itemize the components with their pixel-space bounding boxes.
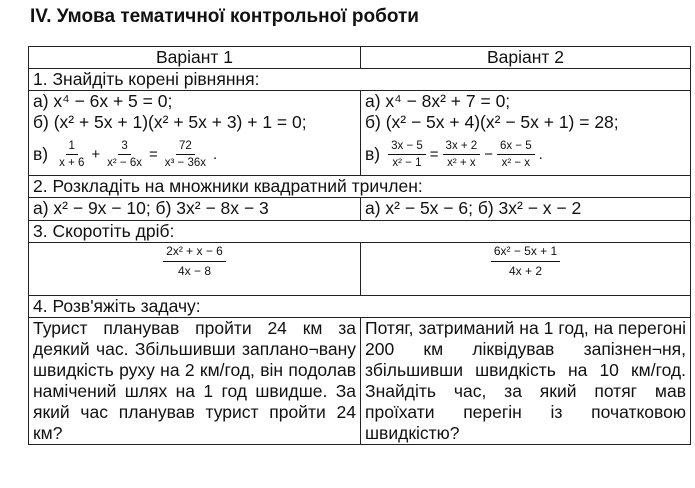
word-problem-v1: Турист планував пройти 24 км за деякий час. Збільшивши заплано¬вану швидкість руху на 2 км/год, він подолав намічений шлях на 1 год швидше. За який час планував турист пройти 24 км? bbox=[29, 318, 361, 445]
equation-1b-v2: б) (x² − 5x + 4)(x² − 5x + 1) = 28; bbox=[365, 112, 619, 132]
section-2-row bbox=[29, 176, 691, 198]
fraction-v2-numerator: 6x² − 5x + 1 bbox=[491, 243, 560, 262]
fraction-denominator: x² − 6x bbox=[107, 156, 142, 169]
fraction bbox=[497, 139, 535, 170]
equation-1c-v1-prefix: в) bbox=[33, 143, 49, 164]
fraction-denominator: x² − x bbox=[501, 156, 531, 169]
equation-1b-v1: б) (x² + 5x + 1)(x² + 5x + 3) + 1 = 0; bbox=[33, 112, 307, 132]
fraction-v2-denominator: 4x + 2 bbox=[508, 264, 543, 278]
operator: = bbox=[429, 145, 439, 163]
variant-1-header: Варіант 1 bbox=[29, 47, 361, 69]
task-3-variant-2 bbox=[361, 243, 691, 296]
fraction bbox=[162, 139, 209, 170]
task-2-row bbox=[29, 198, 691, 221]
task-1-variant-1 bbox=[29, 91, 361, 176]
fraction-numerator: 72 bbox=[176, 139, 195, 155]
fraction-numerator: 3 bbox=[118, 139, 130, 155]
fraction-v2 bbox=[491, 243, 560, 280]
fraction-numerator: 1 bbox=[66, 139, 78, 155]
variant-2-header: Варіант 2 bbox=[361, 47, 691, 69]
fraction bbox=[388, 139, 426, 170]
section-3-title: 3. Скоротіть дріб: bbox=[29, 221, 691, 243]
task-2-variant-1: а) x² − 9x − 10; б) 3x² − 8x − 3 bbox=[29, 198, 361, 221]
equation-1c-v2-prefix: в) bbox=[365, 143, 381, 164]
section-1-title: 1. Знайдіть корені рівняння: bbox=[29, 69, 691, 91]
equation-1a-v1: а) x⁴ − 6x + 5 = 0; bbox=[33, 91, 173, 111]
operator: − bbox=[484, 145, 493, 163]
operator: . bbox=[213, 145, 218, 163]
task-3-variant-1 bbox=[29, 243, 361, 296]
fraction-denominator: x² + x bbox=[447, 156, 476, 169]
fraction-denominator: x² − 1 bbox=[392, 156, 422, 169]
task-4-row bbox=[29, 318, 691, 445]
equation-1c-v1-terms bbox=[54, 139, 219, 170]
task-3-row bbox=[29, 243, 691, 296]
section-2-title: 2. Розкладіть на множники квадратний тричлен: bbox=[29, 176, 691, 198]
fraction-numerator: 3x + 2 bbox=[443, 139, 481, 155]
fraction-numerator: 3x − 5 bbox=[388, 139, 426, 155]
fraction bbox=[443, 139, 481, 170]
task-1-row bbox=[29, 91, 691, 176]
fraction bbox=[56, 139, 87, 170]
fraction-v1 bbox=[163, 243, 226, 280]
fraction-denominator: x³ − 36x bbox=[164, 156, 206, 169]
word-problem-v2: Потяг, затриманий на 1 год, на перегоні 200 км ліквідував запізнен¬ня, збільшивши швидкість на 10 км/год. Знайдіть час, за який потяг мав проїхати перегін із початковою швидкістю? bbox=[361, 318, 691, 445]
operator: + bbox=[91, 145, 101, 163]
task-1-variant-2 bbox=[361, 91, 691, 176]
section-4-row bbox=[29, 296, 691, 318]
equation-1a-v2: а) x⁴ − 8x² + 7 = 0; bbox=[365, 91, 511, 111]
section-1-row bbox=[29, 69, 691, 91]
equation-1c-v1 bbox=[33, 133, 356, 175]
section-3-row bbox=[29, 221, 691, 243]
fraction bbox=[104, 139, 145, 170]
page-title: IV. Умова тематичної контрольної роботи bbox=[30, 6, 419, 27]
task-2-variant-2: а) x² − 5x − 6; б) 3x² − x − 2 bbox=[361, 198, 691, 221]
operator: = bbox=[149, 145, 158, 163]
fraction-v1-numerator: 2x² + x − 6 bbox=[163, 243, 226, 262]
operator: . bbox=[538, 145, 543, 163]
fraction-v1-denominator: 4x − 8 bbox=[177, 264, 211, 278]
section-4-title: 4. Розв'яжіть задачу: bbox=[29, 296, 691, 318]
equation-1c-v2 bbox=[365, 133, 686, 175]
fraction-denominator: x + 6 bbox=[59, 156, 85, 169]
test-table bbox=[28, 46, 691, 445]
fraction-numerator: 6x − 5 bbox=[497, 139, 535, 155]
equation-1c-v2-terms bbox=[386, 139, 545, 170]
variant-header-row bbox=[29, 47, 691, 69]
